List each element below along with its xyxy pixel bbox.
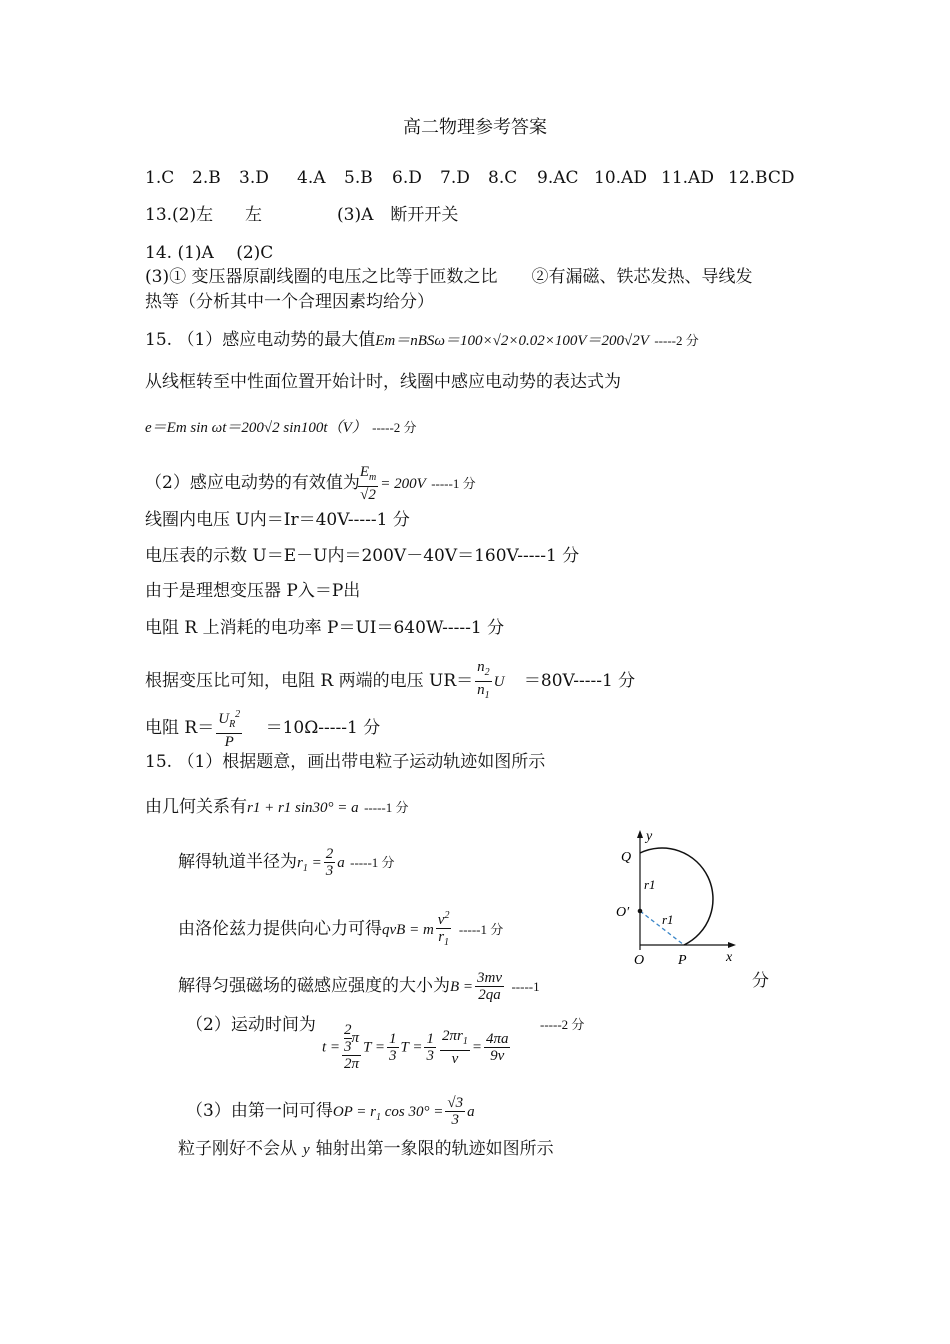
q15a-line4-text: （2）感应电动势的有效值为: [145, 473, 360, 493]
effective-emf-fraction: $\frac{E_m}{√2}$: [359, 464, 377, 503]
q15b-line3-text: 解得轨道半径为: [178, 852, 297, 872]
q15a-line10-tail: ＝10Ω-----1 分: [265, 718, 381, 738]
field-strength-fraction: $\frac{3mv}{2qa}$: [477, 970, 503, 1003]
q15b-line4: 由洛伦兹力提供向心力可得qvB = m $\frac{v^2}{r_1}$ -----1 分: [178, 908, 503, 951]
turns-ratio-fraction: $\frac{n_2}{n_1}$: [477, 659, 490, 701]
label-y: y: [646, 829, 653, 844]
label-r1-diagonal: r1: [662, 912, 674, 927]
q15a-line3: [145, 416, 417, 439]
answer-3: 3.D: [239, 168, 269, 188]
q15b-line5-text: 解得匀强磁场的磁感应强度的大小为: [178, 976, 450, 996]
answer-6: 6.D: [392, 168, 422, 188]
answer-4: 4.A: [297, 168, 326, 188]
q15a-line5: 线圈内电压 U内＝Ir＝40V-----1 分: [145, 510, 410, 530]
trajectory-diagram: [612, 828, 762, 968]
q15a-line1: [145, 329, 699, 352]
emf-expression-formula: e＝Em sin ωt＝200√2 sin100t（V）: [145, 420, 367, 436]
q15a-line6: 电压表的示数 U＝E－U内＝200V－40V＝160V-----1 分: [145, 546, 580, 566]
page-title: 高二物理参考答案: [403, 117, 547, 138]
answer-8: 8.C: [488, 168, 518, 188]
q15a-line1-score: -----2 分: [654, 333, 699, 348]
q15a-line9-text: 根据变压比可知，电阻 R 两端的电压 UR＝: [145, 671, 474, 691]
q15a-line2: 从线框转至中性面位置开始计时，线圈中感应电动势的表达式为: [145, 372, 621, 392]
radius-fraction: $\frac{2}{3}$: [325, 846, 334, 879]
q14-line3: 热等（分析其中一个合理因素均给分）: [145, 292, 434, 312]
answer-12: 12.BCD: [728, 168, 795, 188]
label-P: P: [678, 953, 687, 968]
q15b-line3: 解得轨道半径为$r_1$ = $\frac{2}{3}$ a -----1 分: [178, 846, 395, 879]
q15a-line8: 电阻 R 上消耗的电功率 P＝UI＝640W-----1 分: [145, 618, 505, 638]
q15a-line3-score: -----2 分: [372, 420, 417, 435]
answer-5: 5.B: [344, 168, 373, 188]
q14-line2: (3)① 变压器原副线圈的电压之比等于匝数之比 ②有漏磁、铁芯发热、导线发: [145, 267, 753, 287]
q15b-line4-text: 由洛伦兹力提供向心力可得: [178, 919, 382, 939]
q15b-line2: [145, 796, 409, 819]
time-formula: t = $\frac{2}{3}$ π 2π T = $\frac{1}{3}$ T = $\frac{1}{3}$ $\frac{2\pi r_1}{v}$ = $\frac{4\pi a}{9v}$: [322, 1022, 509, 1072]
q15b-line6-text: （2）运动时间为: [186, 1015, 316, 1035]
q13-part2: 13.(2)左: [145, 205, 214, 225]
q13-part3: (3)A 断开开关: [337, 205, 459, 225]
q15b-line3-score: -----1 分: [350, 855, 395, 870]
q15b-line6-score: -----2 分: [540, 1017, 585, 1032]
centripetal-fraction: $\frac{v^2}{r_1}$: [437, 910, 450, 948]
q15b-line6: [186, 1014, 316, 1036]
geometry-formula: r1 + r1 sin30° = a: [247, 800, 359, 816]
answer-7: 7.D: [440, 168, 470, 188]
answer-2: 2.B: [192, 168, 221, 188]
q15a-line9-tail: ＝80V-----1 分: [523, 671, 636, 691]
q15b-line8: 粒子刚好不会从 y 轴射出第一象限的轨迹如图所示: [178, 1139, 554, 1159]
q15b-line2-text: 由几何关系有: [145, 797, 247, 817]
q15b-line8-tail: 轴射出第一象限的轨迹如图所示: [315, 1139, 554, 1159]
answer-1: 1.C: [145, 168, 175, 188]
answer-9: 9.AC: [537, 168, 579, 188]
q15b-line1: 15. （1）根据题意，画出带电粒子运动轨迹如图所示: [145, 752, 546, 772]
q15b-line5-score: -----1: [511, 979, 540, 994]
q15a-line4: （2）感应电动势的有效值为 $\frac{E_m}{√2}$ = 200V -----1 分: [145, 464, 476, 503]
q15b-line5: 解得匀强磁场的磁感应强度的大小为B = $\frac{3mv}{2qa}$ -----1: [178, 970, 540, 1003]
label-O: O: [634, 953, 645, 968]
label-O-prime: O′: [616, 905, 630, 920]
q15a-line9: 根据变压比可知，电阻 R 两端的电压 UR＝ $\frac{n_2}{n_1}$ U ＝80V-----1 分: [145, 659, 635, 704]
q15b-line2-score: -----1 分: [364, 800, 409, 815]
q15a-line10-text: 电阻 R＝: [145, 718, 215, 738]
q15b-line5-fen: 分: [752, 971, 769, 991]
q15b-line8-text: 粒子刚好不会从: [178, 1139, 297, 1159]
q15b-line7-text: （3）由第一问可得: [186, 1101, 333, 1121]
answer-10: 10.AD: [594, 168, 647, 188]
emf-max-formula: Em＝nBSω＝100×√2×0.02×100V＝200√2V: [375, 333, 649, 349]
q15a-line1-text: 15. （1）感应电动势的最大值: [145, 330, 376, 350]
resistance-fraction: $\frac{U_R^2}{P}$: [218, 709, 241, 750]
q15b-line7: （3）由第一问可得OP = $r_1$ cos 30° = $\frac{√3}{3}$ a: [186, 1095, 475, 1128]
q15a-line4-score: -----1 分: [431, 476, 476, 491]
label-r1-vertical: r1: [644, 877, 656, 892]
op-fraction: $\frac{√3}{3}$: [447, 1095, 464, 1128]
label-x: x: [726, 950, 733, 965]
q14-line1: 14. (1)A (2)C: [145, 243, 274, 263]
q15a-line10: [145, 707, 380, 750]
label-Q: Q: [621, 850, 632, 865]
q15a-line7: 由于是理想变压器 P入＝P出: [145, 581, 361, 601]
answer-11: 11.AD: [661, 168, 714, 188]
q15b-line4-score: -----1 分: [458, 922, 504, 937]
q13-part2-b: 左: [245, 205, 262, 225]
